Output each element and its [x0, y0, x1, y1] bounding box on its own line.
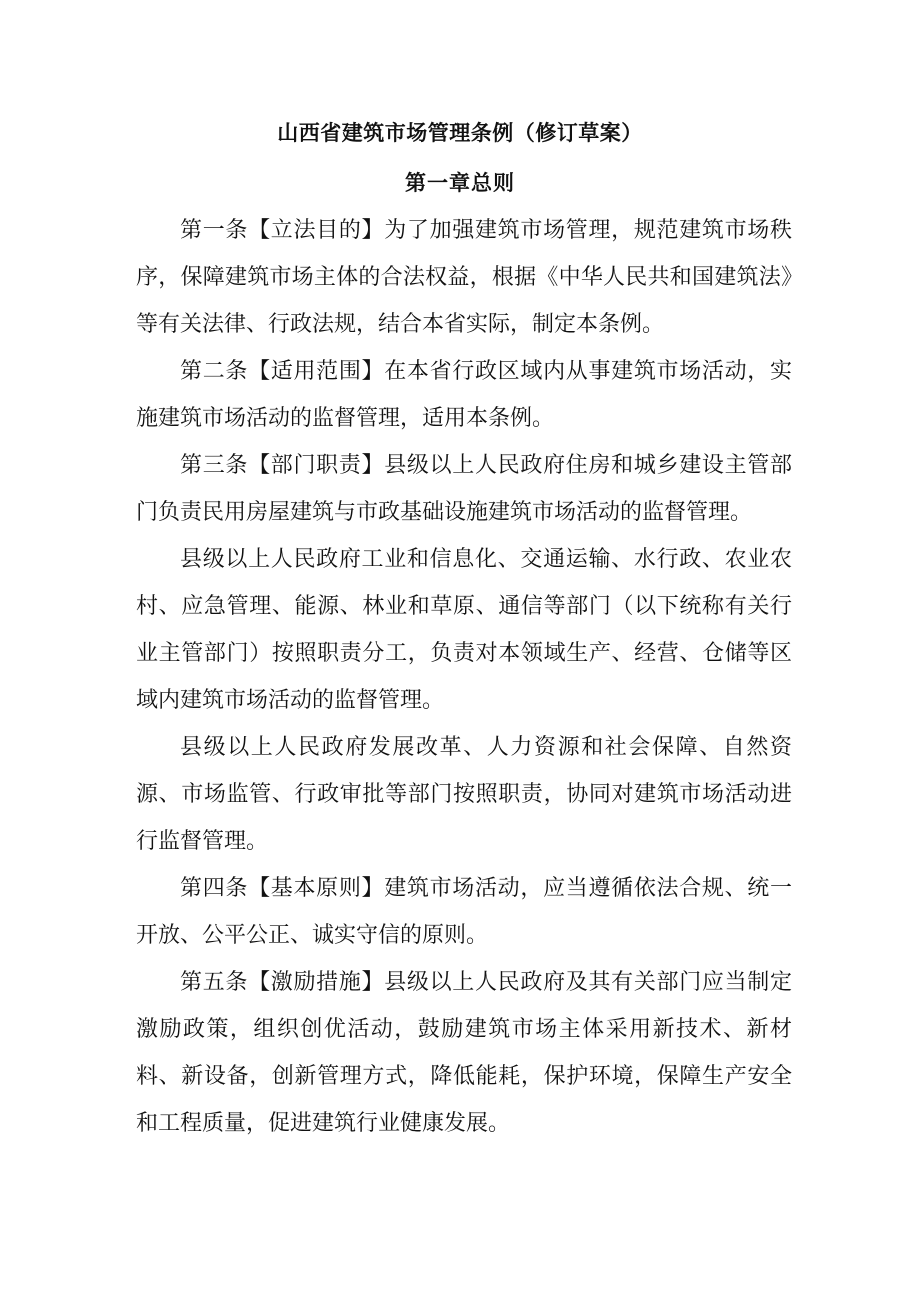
article-3-clause-3-paragraph: 县级以上人民政府发展改革、人力资源和社会保障、自然资源、市场监管、行政审批等部门按照职责，协同对建筑市场活动进行监督管理。 — [136, 735, 792, 854]
article-3-clause-2-paragraph: 县级以上人民政府工业和信息化、交通运输、水行政、农业农村、应急管理、能源、林业和草原、通信等部门（以下统称有关行业主管部门）按照职责分工，负责对本领域生产、经营、仓储等区域内建筑市场活动的监督管理。 — [136, 547, 792, 713]
chapter-title: 第一章总则 — [405, 171, 515, 195]
article-1-paragraph: 第一条【立法目的】为了加强建筑市场管理，规范建筑市场秩序，保障建筑市场主体的合法权益，根据《中华人民共和国建筑法》等有关法律、行政法规，结合本省实际，制定本条例。 — [136, 218, 792, 337]
article-2-paragraph: 第二条【适用范围】在本省行政区域内从事建筑市场活动，实施建筑市场活动的监督管理，适用本条例。 — [136, 359, 792, 431]
document-title: 山西省建筑市场管理条例（修订草案） — [277, 121, 643, 145]
article-5-paragraph: 第五条【激励措施】县级以上人民政府及其有关部门应当制定激励政策，组织创优活动，鼓励建筑市场主体采用新技术、新材料、新设备，创新管理方式，降低能耗，保护环境，保障生产安全和工程质量，促进建筑行业健康发展。 — [136, 970, 792, 1136]
article-4-paragraph: 第四条【基本原则】建筑市场活动，应当遵循依法合规、统一开放、公平公正、诚实守信的原则。 — [136, 876, 792, 948]
document-body — [136, 207, 792, 1147]
article-3-paragraph: 第三条【部门职责】县级以上人民政府住房和城乡建设主管部门负责民用房屋建筑与市政基础设施建筑市场活动的监督管理。 — [136, 453, 792, 525]
